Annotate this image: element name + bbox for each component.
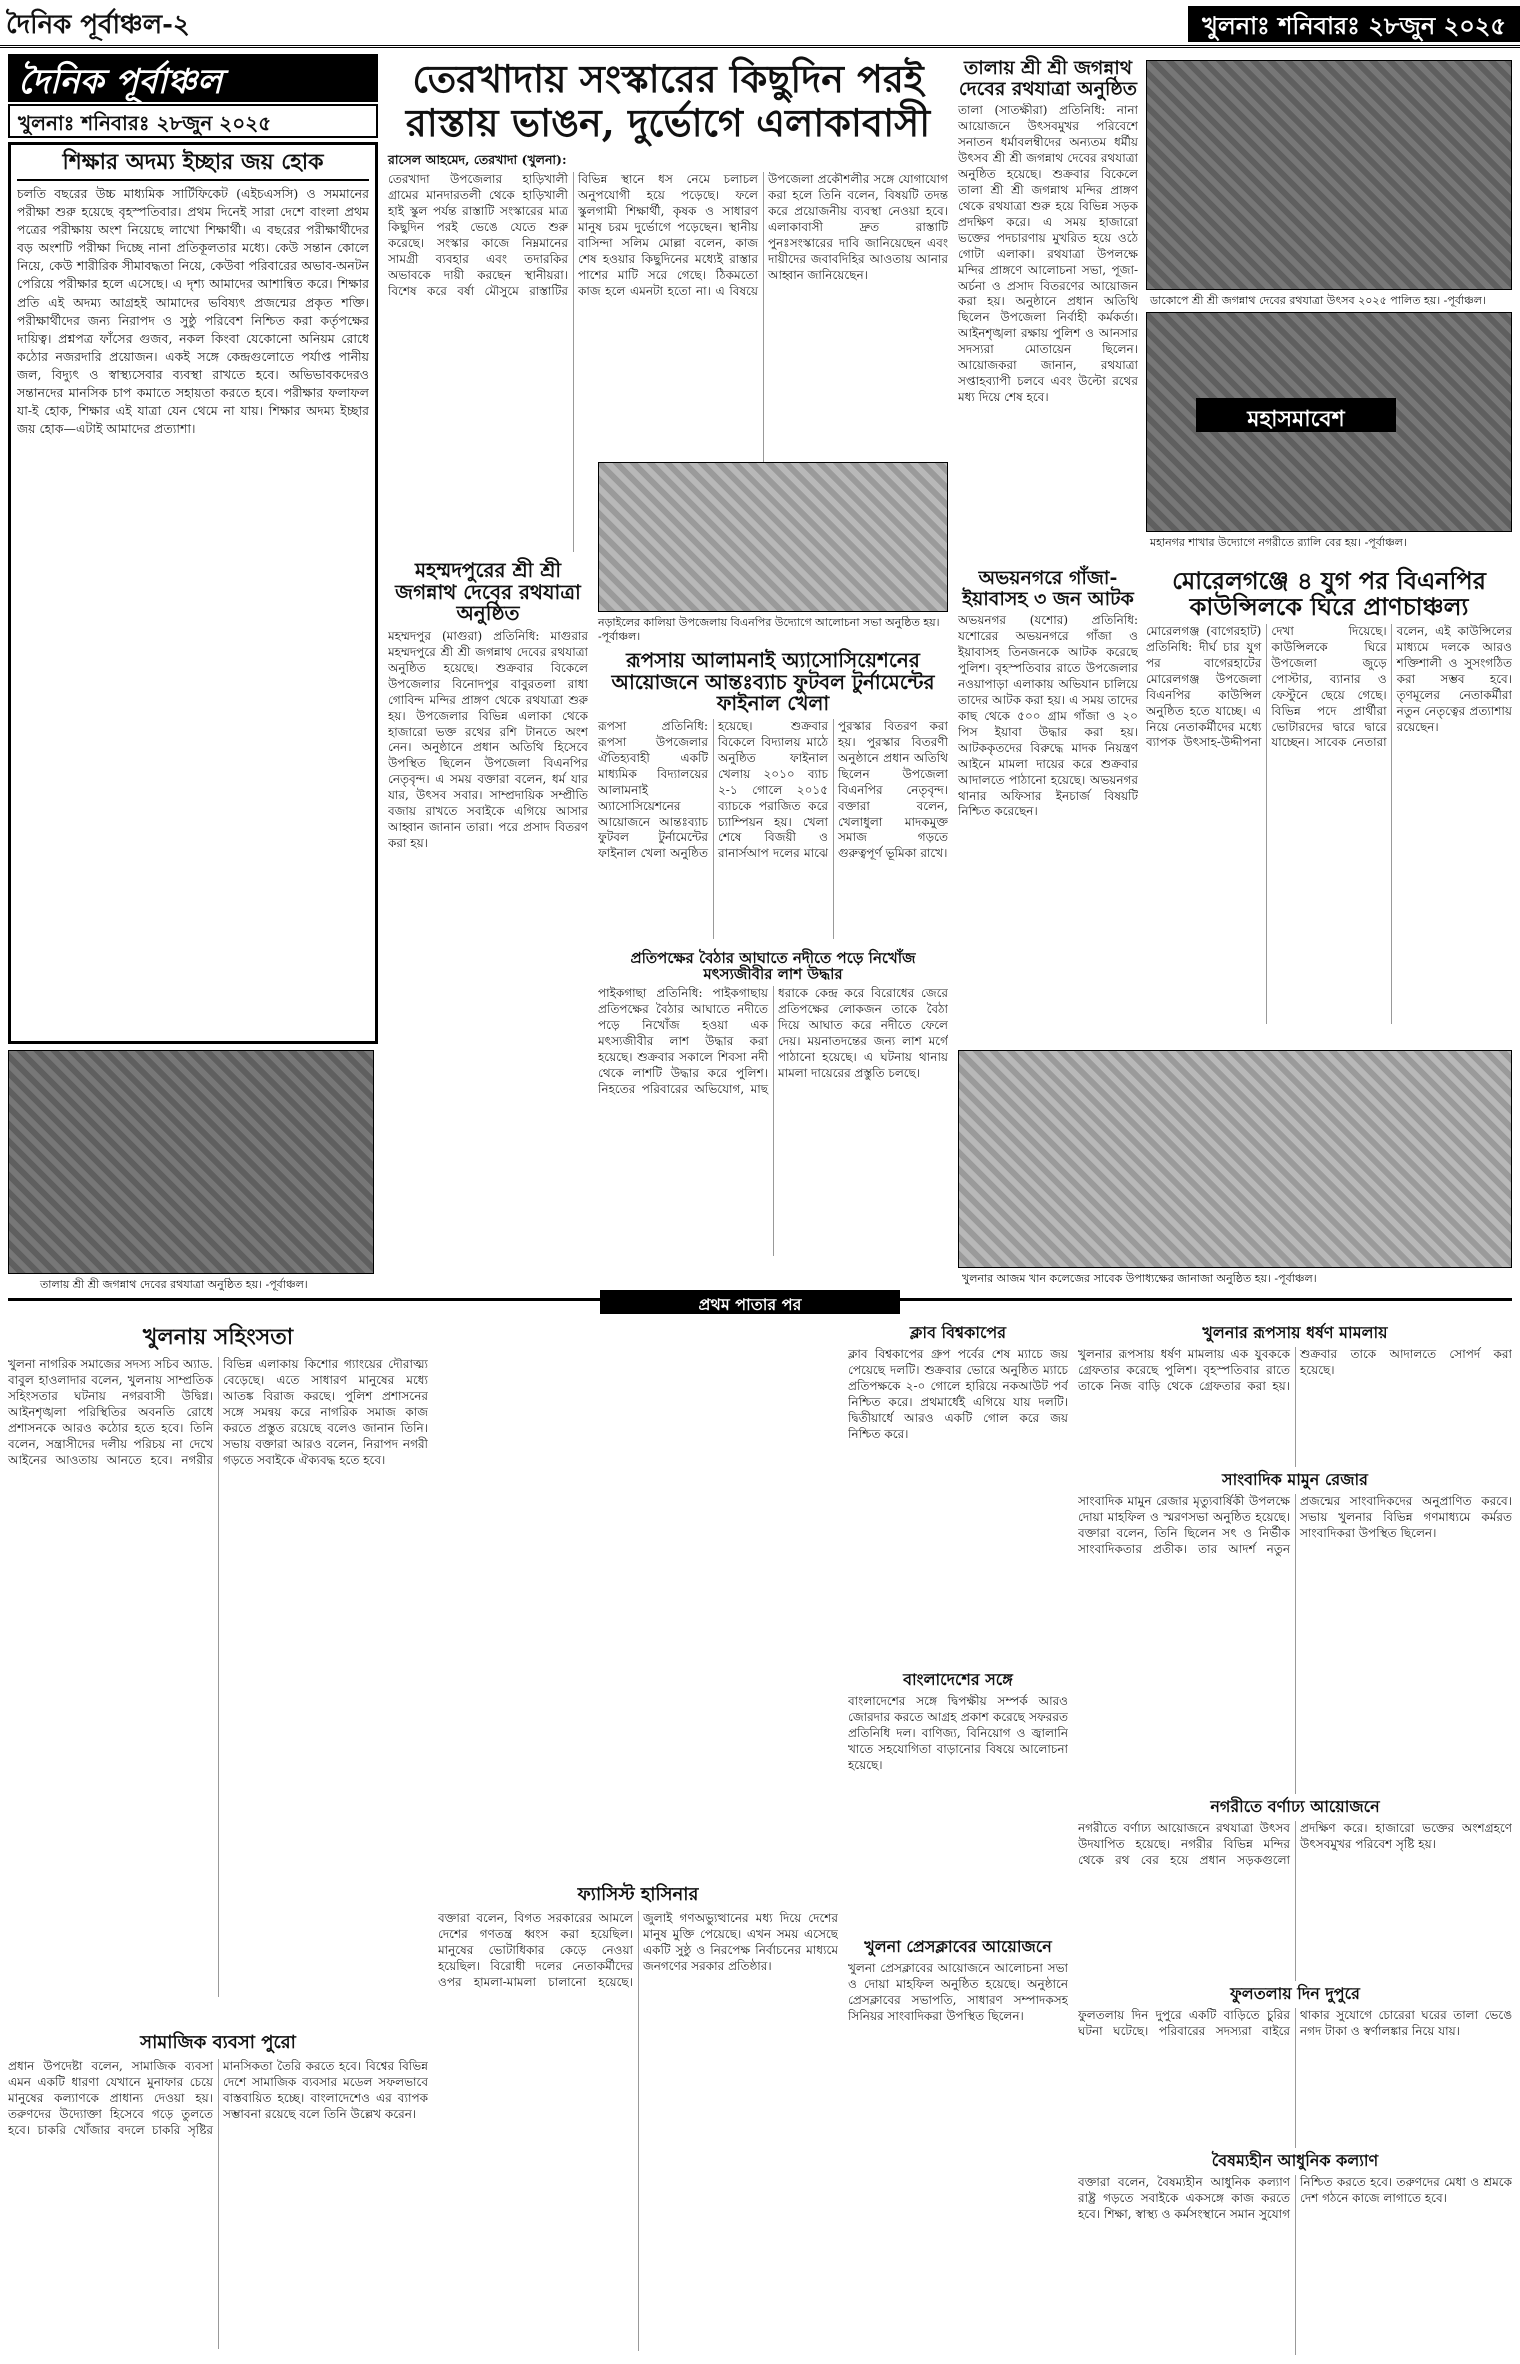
morel-body: মোরেলগঞ্জ (বাগেরহাট) প্রতিনিধি: দীর্ঘ চার যুগ পর বাগেরহাটের মোরেলগঞ্জ উপজেলা বিএনপির কাউন্সিল অনুষ্ঠিত হতে যাচ্ছে। এ নিয়ে নেতাকর্মীদের মধ্যে ব্যাপক উৎসাহ-উদ্দীপনা দেখা দিয়েছে। কাউন্সিলকে ঘিরে উপজেলা জুড়ে পোস্টার, ব্যানার ও ফেস্টুনে ছেয়ে গেছে। বিভিন্ন পদে প্রার্থীরা ভোটারদের দ্বারে দ্বারে যাচ্ছেন। সাবেক নেতারা বলেন, এই কাউন্সিলের মাধ্যমে দলকে আরও শক্তিশালী ও সুসংগঠিত করা সম্ভব হবে। তৃণমূলের নেতাকর্মীরা নতুন নেতৃত্বের প্রত্যাশায় রয়েছেন। (1146, 623, 1512, 750)
cont-body: বক্তারা বলেন, বৈষম্যহীন আধুনিক কল্যাণ রাষ্ট্র গড়তে সবাইকে একসঙ্গে কাজ করতে হবে। শিক্ষা, স্বাস্থ্য ও কর্মসংস্থানে সমান সুযোগ নিশ্চিত করতে হবে। তরুণদের মেধা ও শ্রমকে দেশ গঠনে কাজে লাগাতে হবে। (1078, 2175, 1512, 2221)
cont-title: খুলনা প্রেসক্লাবের আয়োজনে (864, 1937, 1052, 1956)
rath-left-caption: তালায় শ্রী শ্রী জগন্নাথ দেবের রথযাত্রা অনুষ্ঠিত হয়। -পূর্বাঞ্চল। (40, 1278, 308, 1291)
funeral-photo (958, 1050, 1512, 1268)
cont-body: নগরীতে বর্ণাঢ্য আয়োজনে রথযাত্রা উৎসব উদযাপিত হয়েছে। নগরীর বিভিন্ন মন্দির থেকে রথ বের হয়ে প্রধান সড়কগুলো প্রদক্ষিণ করে। হাজারো ভক্তের অংশগ্রহণে উৎসবমুখর পরিবেশ সৃষ্টি হয়। (1078, 1821, 1512, 1867)
rath-top-body: তালা (সাতক্ষীরা) প্রতিনিধি: নানা আয়োজনে উৎসবমুখর পরিবেশে সনাতন ধর্মাবলম্বীদের অন্যতম ধর্মীয় উৎসব শ্রী শ্রী জগন্নাথ দেবের রথযাত্রা অনুষ্ঠিত হয়েছে। শুক্রবার বিকেলে তালা শ্রী শ্রী জগন্নাথ মন্দির প্রাঙ্গণ থেকে রথযাত্রা শুরু হয়ে বিভিন্ন সড়ক প্রদক্ষিণ করে। এ সময় হাজারো ভক্তের পদচারণায় মুখরিত হয়ে ওঠে গোটা এলাকা। রথযাত্রা উপলক্ষে মন্দির প্রাঙ্গণে আলোচনা সভা, পূজা-অর্চনা ও প্রসাদ বিতরণের আয়োজন করা হয়। অনুষ্ঠানে প্রধান অতিথি ছিলেন উপজেলা নির্বাহী কর্মকর্তা। আইনশৃঙ্খলা রক্ষায় পুলিশ ও আনসার সদস্যরা মোতায়েন ছিলেন। আয়োজকরা জানান, রথযাত্রা সপ্তাহব্যাপী চলবে এবং উল্টো রথের মধ্য দিয়ে শেষ হবে। (958, 103, 1138, 405)
cont-title: খুলনায় সহিংসতা (142, 1324, 294, 1350)
cont-title: ফ্যাসিস্ট হাসিনার (577, 1884, 699, 1905)
lead-body: তেরখাদা উপজেলার হাড়িখালী গ্রামের মানদারতলী থেকে হাড়িখালী হাই স্কুল পর্যন্ত রাস্তাটি সংস্কারের মাত্র কিছুদিন পরই ভেঙে যেতে শুরু করেছে। সংস্কার কাজে নিম্নমানের সামগ্রী ব্যবহার এবং তদারকির অভাবকে দায়ী করছেন স্থানীয়রা। বিশেষ করে বর্ষা মৌসুমে রাস্তাটির বিভিন্ন স্থানে ধস নেমে চলাচল অনুপযোগী হয়ে পড়েছে। ফলে স্কুলগামী শিক্ষার্থী, কৃষক ও সাধারণ মানুষ চরম দুর্ভোগে পড়েছেন। স্থানীয় বাসিন্দা সলিম মোল্লা বলেন, কাজ শেষ হওয়ার কিছুদিনের মধ্যেই রাস্তার পাশের মাটি সরে গেছে। ঠিকমতো কাজ হলে এমনটা হতো না। এ বিষয়ে উপজেলা প্রকৌশলীর সঙ্গে যোগাযোগ করা হলে তিনি বলেন, বিষয়টি তদন্ত করে প্রয়োজনীয় ব্যবস্থা নেওয়া হবে। এলাকাবাসী দ্রুত রাস্তাটি পুনঃসংস্কারের দাবি জানিয়েছেন এবং দায়ীদের জবাবদিহির আওতায় আনার আহ্বান জানিয়েছেন। (388, 172, 948, 298)
rath-mid-body: মহম্মদপুর (মাগুরা) প্রতিনিধি: মাগুরার মহম্মদপুরে শ্রী শ্রী জগন্নাথ দেবের রথযাত্রা অনুষ্ঠিত হয়েছে। শুক্রবার বিকেলে উপজেলার বিনোদপুর বাবুরতলা রাধা গোবিন্দ মন্দির প্রাঙ্গণ থেকে রথযাত্রা শুরু হয়। উপজেলার বিভিন্ন এলাকা থেকে হাজারো ভক্ত রথের রশি টানতে অংশ নেন। অনুষ্ঠানে প্রধান অতিথি হিসেবে উপস্থিত ছিলেন উপজেলা বিএনপির নেতৃবৃন্দ। এ সময় বক্তারা বলেন, ধর্ম যার যার, উৎসব সবার। সাম্প্রদায়িক সম্প্রীতি বজায় রাখতে সবাইকে এগিয়ে আসার আহ্বান জানান তারা। পরে প্রসাদ বিতরণ করা হয়। (388, 628, 588, 851)
cont-title: ফুলতলায় দিন দুপুরে (1230, 1984, 1360, 2003)
cont-title: বৈষম্যহীন আধুনিক কল্যাণ (1211, 2151, 1379, 2170)
rally-banner: মহাসমাবেশ (1196, 398, 1396, 432)
header-date: খুলনাঃ শনিবারঃ ২৮জুন ২০২৫ (1188, 6, 1520, 42)
lead-byline: রাসেল আহমেদ, তেরখাদা (খুলনা): (388, 152, 567, 167)
cont-body-upper (438, 1320, 838, 1880)
editorial-body: চলতি বছরের উচ্চ মাধ্যমিক সার্টিফিকেট (এইচএসসি) ও সমমানের পরীক্ষা শুরু হয়েছে বৃহস্পতিবার। প্রথম দিনেই সারা দেশে বাংলা প্রথম পত্রের পরীক্ষায় অংশ নিয়েছে লাখো শিক্ষার্থী। এ বছরের পরীক্ষার্থীদের বড় অংশটি পরীক্ষা দিচ্ছে নানা প্রতিকূলতার মধ্যে। কেউ সন্তান কোলে নিয়ে, কেউ শারীরিক সীমাবদ্ধতা নিয়ে, কেউবা পরিবারের অভাব-অনটন পেরিয়ে পরীক্ষার হলে এসেছে। এ দৃশ্য আমাদের আশান্বিত করে। শিক্ষার প্রতি এই অদম্য আগ্রহই আমাদের ভবিষ্যৎ প্রজন্মের প্রকৃত শক্তি। পরীক্ষার্থীদের জন্য নিরাপদ ও সুষ্ঠু পরিবেশ নিশ্চিত করা কর্তৃপক্ষের দায়িত্ব। প্রশ্নপত্র ফাঁসের গুজব, নকল কিংবা যেকোনো অনিয়ম রোধে কঠোর নজরদারি প্রয়োজন। একই সঙ্গে কেন্দ্রগুলোতে পর্যাপ্ত পানীয় জল, বিদ্যুৎ ও স্বাস্থ্যসেবার ব্যবস্থা রাখতে হবে। অভিভাবকদেরও সন্তানদের মানসিক চাপ কমাতে সহায়তা করতে হবে। পরীক্ষার ফলাফল যা-ই হোক, শিক্ষার এই যাত্রা যেন থেমে না যায়। শিক্ষার অদম্য ইচ্ছার জয় হোক—এটাই আমাদের প্রত্যাশা। (17, 185, 369, 437)
funeral-caption: খুলনার আজম খান কলেজের সাবেক উপাধ্যক্ষের জানাজা অনুষ্ঠিত হয়। -পূর্বাঞ্চল। (962, 1272, 1317, 1285)
rupsha-title: রূপসায় আলামনাই অ্যাসোসিয়েশনের আয়োজনে আন্তঃব্যাচ ফুটবল টুর্নামেন্টের ফাইনাল খেলা (611, 648, 935, 716)
ganja-body: অভয়নগর (যশোর) প্রতিনিধি: যশোরের অভয়নগরে গাঁজা ও ইয়াবাসহ তিনজনকে আটক করেছে পুলিশ। বৃহস্পতিবার রাতে উপজেলার নওয়াপাড়া এলাকায় অভিযান চালিয়ে তাদের আটক করা হয়। এ সময় তাদের কাছ থেকে ৫০০ গ্রাম গাঁজা ও ২০ পিস ইয়াবা উদ্ধার করা হয়। আটককৃতদের বিরুদ্ধে মাদক নিয়ন্ত্রণ আইনে মামলা দায়ের করে শুক্রবার আদালতে পাঠানো হয়েছে। অভয়নগর থানার অফিসার ইনচার্জ বিষয়টি নিশ্চিত করেছেন। (958, 613, 1138, 819)
rath-mid-story (388, 560, 588, 1260)
lead-title-line1: তেরখাদায় সংস্কারের কিছুদিন পরই (412, 56, 924, 101)
lead-title-line2: রাস্তায় ভাঙন, দুর্ভোগে এলাকাবাসী (405, 100, 931, 145)
morel-title: মোরেলগঞ্জে ৪ যুগ পর বিএনপির কাউন্সিলকে ঘিরে প্রাণচাঞ্চল্য (1172, 566, 1486, 621)
cont-body: বাংলাদেশের সঙ্গে দ্বিপক্ষীয় সম্পর্ক আরও জোরদার করতে আগ্রহ প্রকাশ করেছে সফররত প্রতিনিধি দল। বাণিজ্য, বিনিয়োগ ও জ্বালানি খাতে সহযোগিতা বাড়ানোর বিষয়ে আলোচনা হয়েছে। (848, 1694, 1068, 1772)
cont-body: খুলনা নাগরিক সমাজের সদস্য সচিব অ্যাড. বাবুল হাওলাদার বলেন, খুলনায় সাম্প্রতিক সহিংসতার ঘটনায় নগরবাসী উদ্বিগ্ন। আইনশৃঙ্খলা পরিস্থিতির অবনতি রোধে প্রশাসনকে আরও কঠোর হতে হবে। তিনি বলেন, সন্ত্রাসীদের দলীয় পরিচয় না দেখে আইনের আওতায় আনতে হবে। নগরীর বিভিন্ন এলাকায় কিশোর গ্যাংয়ের দৌরাত্ম্য বেড়েছে। এতে সাধারণ মানুষের মধ্যে আতঙ্ক বিরাজ করছে। পুলিশ প্রশাসনের সঙ্গে সমন্বয় করে নাগরিক সমাজ কাজ করতে প্রস্তুত রয়েছে বলেও জানান তিনি। সভায় বক্তারা আরও বলেন, নিরাপদ নগরী গড়তে সবাইকে ঐক্যবদ্ধ হতে হবে। (8, 1357, 428, 1467)
top-right-caption: ডাকোপে শ্রী শ্রী জগন্নাথ দেবের রথযাত্রা উৎসব ২০২৫ পালিত হয়। -পূর্বাঞ্চল। (1150, 294, 1486, 307)
masthead: দৈনিক পূর্বাঞ্চল (8, 54, 378, 102)
cont-body: খুলনা প্রেসক্লাবের আয়োজনে আলোচনা সভা ও দোয়া মাহফিল অনুষ্ঠিত হয়েছে। অনুষ্ঠানে প্রেসক্লাবের সভাপতি, সাধারণ সম্পাদকসহ সিনিয়র সাংবাদিকরা উপস্থিত ছিলেন। (848, 1961, 1068, 2023)
rupsha-body: রূপসা প্রতিনিধি: রূপসা উপজেলার ঐতিহ্যবাহী একটি মাধ্যমিক বিদ্যালয়ের আলামনাই অ্যাসোসিয়েশনের আয়োজনে আন্তঃব্যাচ ফুটবল টুর্নামেন্টের ফাইনাল খেলা অনুষ্ঠিত হয়েছে। শুক্রবার বিকেলে বিদ্যালয় মাঠে অনুষ্ঠিত ফাইনাল খেলায় ২০১০ ব্যাচ ২-১ গোলে ২০১৫ ব্যাচকে পরাজিত করে চ্যাম্পিয়ন হয়। খেলা শেষে বিজয়ী ও রানার্সআপ দলের মাঝে পুরস্কার বিতরণ করা হয়। পুরস্কার বিতরণী অনুষ্ঠানে প্রধান অতিথি ছিলেন উপজেলা বিএনপির নেতৃবৃন্দ। বক্তারা বলেন, খেলাধুলা মাদকমুক্ত সমাজ গড়তে গুরুত্বপূর্ণ ভূমিকা রাখে। (598, 718, 948, 861)
cont-khulna-violence (8, 1320, 428, 2020)
rath-photo-top-right (1146, 60, 1512, 290)
editorial-title: শিক্ষার অদম্য ইচ্ছার জয় হোক (17, 151, 369, 181)
cont-body: খুলনার রূপসায় ধর্ষণ মামলায় এক যুবককে গ্রেফতার করেছে পুলিশ। বৃহস্পতিবার রাতে তাকে নিজ বাড়ি থেকে গ্রেফতার করা হয়। শুক্রবার তাকে আদালতে সোপর্দ করা হয়েছে। (1078, 1347, 1512, 1393)
meeting-photo (598, 462, 948, 612)
cont-title: বাংলাদেশের সঙ্গে (903, 1670, 1013, 1689)
ganja-title: অভয়নগরে গাঁজা-ইয়াবাসহ ৩ জন আটক (962, 567, 1134, 610)
rupsha-story (598, 650, 948, 950)
cont-title: সামাজিক ব্যবসা পুরো (140, 2032, 296, 2053)
running-title: দৈনিক পূর্বাঞ্চল-২ (6, 10, 190, 40)
cont-body: প্রধান উপদেষ্টা বলেন, সামাজিক ব্যবসা এমন একটি ধারণা যেখানে মুনাফার চেয়ে মানুষের কল্যাণকে প্রাধান্য দেওয়া হয়। তরুণদের উদ্যোক্তা হিসেবে গড়ে তুলতে হবে। চাকরি খোঁজার বদলে চাকরি সৃষ্টির মানসিকতা তৈরি করতে হবে। বিশ্বের বিভিন্ন দেশে সামাজিক ব্যবসার মডেল সফলভাবে বাস্তবায়িত হচ্ছে। বাংলাদেশেও এর ব্যাপক সম্ভাবনা রয়েছে বলে তিনি উল্লেখ করেন। (8, 2059, 428, 2137)
cont-body: বক্তারা বলেন, বিগত সরকারের আমলে দেশের গণতন্ত্র ধ্বংস করা হয়েছিল। মানুষের ভোটাধিকার কেড়ে নেওয়া হয়েছিল। বিরোধী দলের নেতাকর্মীদের ওপর হামলা-মামলা চালানো হয়েছে। জুলাই গণঅভ্যুত্থানের মধ্য দিয়ে দেশের মানুষ মুক্তি পেয়েছে। এখন সময় এসেছে একটি সুষ্ঠু ও নিরপেক্ষ নির্বাচনের মাধ্যমে জনগণের সরকার প্রতিষ্ঠার। (438, 1911, 838, 1989)
rath-mid-title: মহম্মদপুরের শ্রী শ্রী জগন্নাথ দেবের রথযাত্রা অনুষ্ঠিত (395, 558, 581, 626)
rally-caption: মহানগর শাখার উদ্যোগে নগরীতে র‍্যালি বের হয়। -পূর্বাঞ্চল। (1150, 536, 1407, 549)
rath-top-story (958, 58, 1138, 568)
cont-fascist (438, 1320, 838, 2356)
cont-club-worldcup (848, 1320, 1068, 2356)
ganja-story (958, 568, 1138, 1038)
cont-title: নগরীতে বর্ণাঢ্য আয়োজনে (1210, 1797, 1380, 1816)
dateline: খুলনাঃ শনিবারঃ ২৮জুন ২০২৫ (8, 104, 378, 138)
rath-photo-left (8, 1050, 374, 1274)
drown-story (598, 950, 948, 1270)
cont-title: খুলনার রূপসায় ধর্ষণ মামলায় (1202, 1323, 1388, 1342)
drown-title: প্রতিপক্ষের বৈঠার আঘাতে নদীতে পড়ে নিখোঁজ মৎস্যজীবীর লাশ উদ্ধার (630, 949, 916, 984)
rath-top-title: তালায় শ্রী শ্রী জগন্নাথ দেবের রথযাত্রা অনুষ্ঠিত (958, 57, 1138, 100)
cont-body: সাংবাদিক মামুন রেজার মৃত্যুবার্ষিকী উপলক্ষে দোয়া মাহফিল ও স্মরণসভা অনুষ্ঠিত হয়েছে। বক্তারা বলেন, তিনি ছিলেন সৎ ও নির্ভীক সাংবাদিকতার প্রতীক। তার আদর্শ নতুন প্রজন্মের সাংবাদিকদের অনুপ্রাণিত করবে। সভায় খুলনার বিভিন্ন গণমাধ্যমে কর্মরত সাংবাদিকরা উপস্থিত ছিলেন। (1078, 1494, 1512, 1556)
section-banner: প্রথম পাতার পর (600, 1290, 900, 1314)
cont-rupsha-rape (1078, 1320, 1512, 2356)
cont-body: ক্লাব বিশ্বকাপের গ্রুপ পর্বের শেষ ম্যাচে জয় পেয়েছে দলটি। শুক্রবার ভোরে অনুষ্ঠিত ম্যাচে প্রতিপক্ষকে ২-০ গোলে হারিয়ে নকআউট পর্ব নিশ্চিত করে। প্রথমার্ধেই এগিয়ে যায় দলটি। দ্বিতীয়ার্ধে আরও একটি গোল করে জয় নিশ্চিত করে। (848, 1347, 1068, 1441)
meeting-caption: নড়াইলের কালিয়া উপজেলায় বিএনপির উদ্যোগে আলোচনা সভা অনুষ্ঠিত হয়। -পূর্বাঞ্চল। (598, 616, 940, 643)
cont-body: ফুলতলায় দিন দুপুরে একটি বাড়িতে চুরির ঘটনা ঘটেছে। পরিবারের সদস্যরা বাইরে থাকার সুযোগে চোরেরা ঘরের তালা ভেঙে নগদ টাকা ও স্বর্ণালঙ্কার নিয়ে যায়। (1078, 2008, 1512, 2038)
cont-title: ক্লাব বিশ্বকাপের (909, 1323, 1007, 1342)
morel-story (1146, 568, 1512, 1048)
drown-body: পাইকগাছা প্রতিনিধি: পাইকগাছায় প্রতিপক্ষের বৈঠার আঘাতে নদীতে পড়ে নিখোঁজ হওয়া এক মৎস্যজীবীর লাশ উদ্ধার করা হয়েছে। শুক্রবার সকালে শিবসা নদী থেকে লাশটি উদ্ধার করে পুলিশ। নিহতের পরিবারের অভিযোগ, মাছ ধরাকে কেন্দ্র করে বিরোধের জেরে প্রতিপক্ষের লোকজন তাকে বৈঠা দিয়ে আঘাত করে নদীতে ফেলে দেয়। ময়নাতদন্তের জন্য লাশ মর্গে পাঠানো হয়েছে। এ ঘটনায় থানায় মামলা দায়েরের প্রস্তুতি চলছে। (598, 986, 948, 1097)
editorial-box (8, 142, 378, 1044)
cont-social-business (8, 2028, 428, 2358)
cont-title: সাংবাদিক মামুন রেজার (1222, 1470, 1368, 1489)
